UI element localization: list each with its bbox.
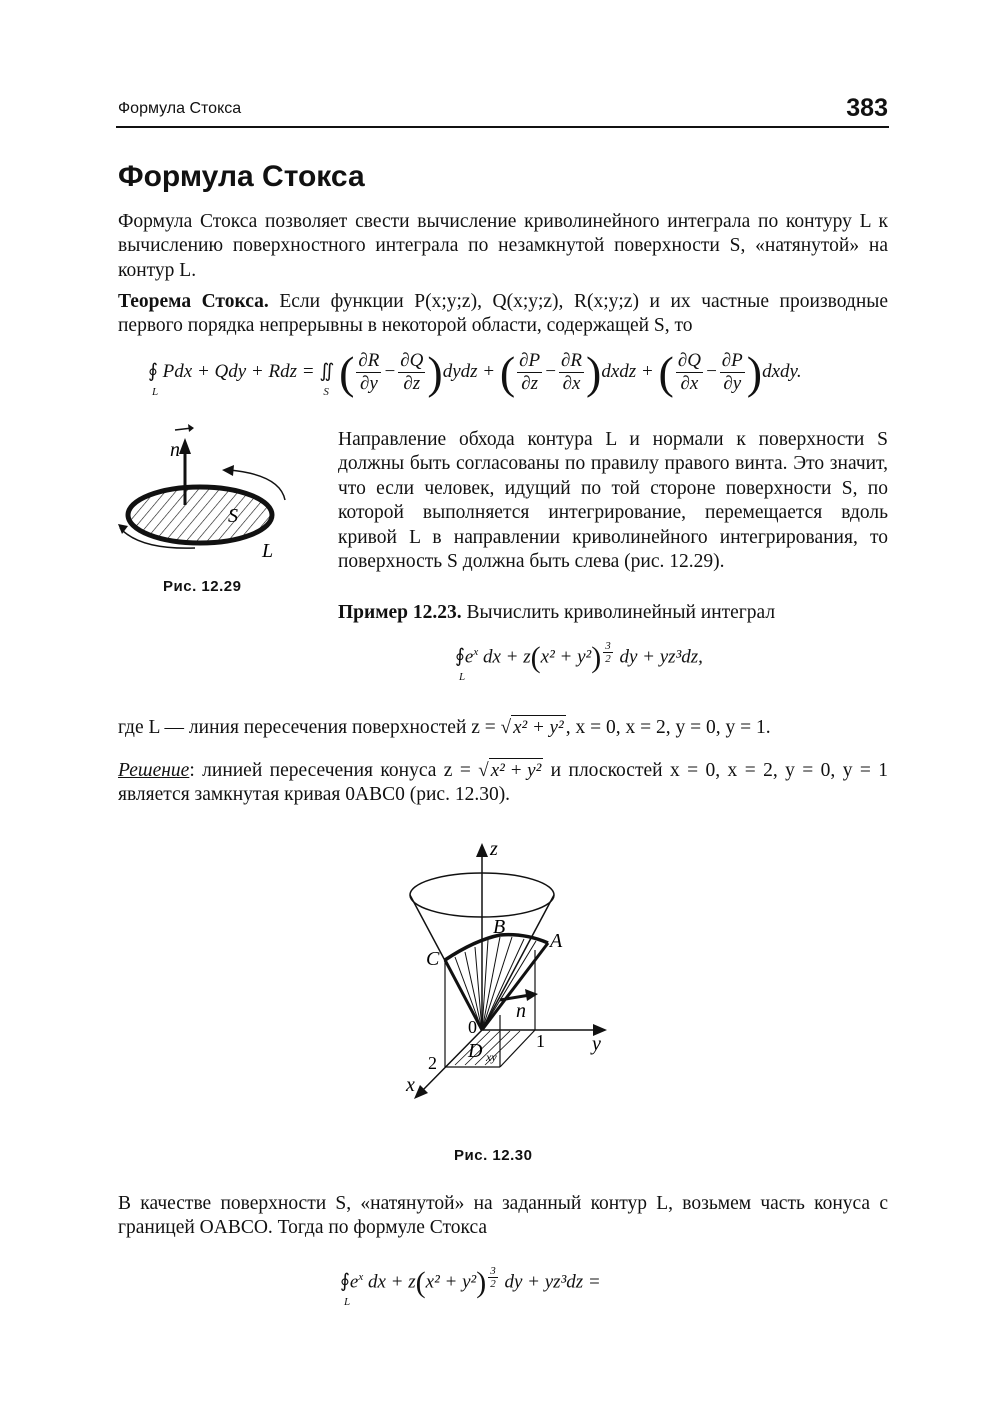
label-D: D (468, 1040, 483, 1062)
label-n: n (516, 1000, 526, 1022)
label-D-sub: xy (486, 1050, 497, 1064)
theorem-text: Если функции P(x;y;z), Q(x;y;z), R(x;y;z) и их частные производные первого порядка непрерывны в некоторой области, содержащей S, то (118, 291, 889, 337)
label-1: 1 (536, 1031, 545, 1051)
label-z: z (490, 838, 498, 860)
label-C: C (426, 948, 440, 970)
term2-diff: dxdz + (601, 360, 654, 382)
orientation-paragraph: Направление обхода контура L и нормали к поверхности S должны быть согласованы по правилу правого винта. Это значит, что если человек, идущий по той стороне поверхности S, по которой выполняется интегрирование, перемещается вдоль кривой L в направлении криволинейного интегрирования, то поверхность S должна быть слева (рис. 12.29). (338, 429, 888, 573)
page-number: 383 (846, 94, 888, 122)
surface-paragraph: В качестве поверхности S, «натянутой» на заданный контур L, возьмем часть конуса с границей OABCO. Тогда по формуле Стокса (118, 1193, 888, 1239)
example-integral: ∮ L $e^x$ dx + z(x² + y²) $^{\frac{3}{2}}$ dy + yz³dz, (455, 640, 703, 684)
example-paragraph (338, 601, 888, 625)
label-A: A (550, 930, 563, 952)
stokes-formula: ∮ L Pdx + Qdy + Rdz = ∬ S ( $\frac{\partial R}{\partial y}$ − $\frac{\partial Q}{\partial z}$ )dydz + ( $\frac{\partial P}{\partial z}$ − $\frac{\partial R}{\partial x}$ )dxdz + ( $\frac{\partial Q}{\partial x}$ − $\frac{\partial P}{\partial y}$ )dxdy. (148, 347, 802, 398)
section-title: Формула Стокса (118, 160, 365, 193)
figure-12-30 (400, 835, 630, 1105)
solution-paragraph: Решение: линией пересечения конуса z = √ x² + y² и плоскостей x = 0, x = 2, y = 0, y = 1 является замкнутая кривая 0ABC0 (рис. 12.30). (118, 760, 888, 806)
label-L: L (262, 540, 274, 562)
example-text: Вычислить криволинейный интеграл (466, 602, 776, 623)
surface-integral-sign: ∬ S (319, 360, 335, 398)
theorem-paragraph (118, 290, 888, 339)
header-rule (116, 126, 889, 128)
running-header: Формула Стокса (118, 100, 242, 117)
contour-integral-sign: ∮ L (148, 360, 159, 398)
label-2: 2 (428, 1053, 437, 1073)
theorem-label: Теорема Стокса. (118, 291, 269, 312)
surface-ellipse (128, 487, 272, 543)
where-paragraph: где L — линия пересечения поверхностей z = √ x² + y² , x = 0, x = 2, y = 0, y = 1. (118, 715, 888, 740)
formula-lhs: Pdx + Qdy + Rdz = (162, 360, 315, 382)
term3-diff: dxdy. (762, 360, 802, 382)
intro-paragraph: Формула Стокса позволяет свести вычисление криволинейного интеграла по контуру L к вычислению поверхностного интеграла по незамкнутой поверхности S, «натянутой» на контур L. (118, 211, 888, 281)
label-n: n (170, 439, 180, 461)
label-S: S (228, 505, 238, 527)
figure-12-30-caption: Рис. 12.30 (454, 1147, 533, 1164)
example-label: Пример 12.23. (338, 602, 462, 623)
label-B: B (493, 916, 506, 938)
label-y: y (592, 1033, 601, 1055)
figure-12-29-caption: Рис. 12.29 (163, 578, 242, 595)
term1-diff: dydz + (442, 360, 496, 382)
label-0: 0 (468, 1017, 477, 1037)
normal-arrowhead (179, 438, 191, 454)
solution-label: Решение (118, 760, 190, 781)
stokes-integral: ∮ L $e^x$ dx + z(x² + y²) $^{\frac{3}{2}}$ dy + yz³dz = (340, 1265, 601, 1309)
label-x: x (406, 1074, 415, 1096)
figure-12-29 (110, 420, 310, 580)
